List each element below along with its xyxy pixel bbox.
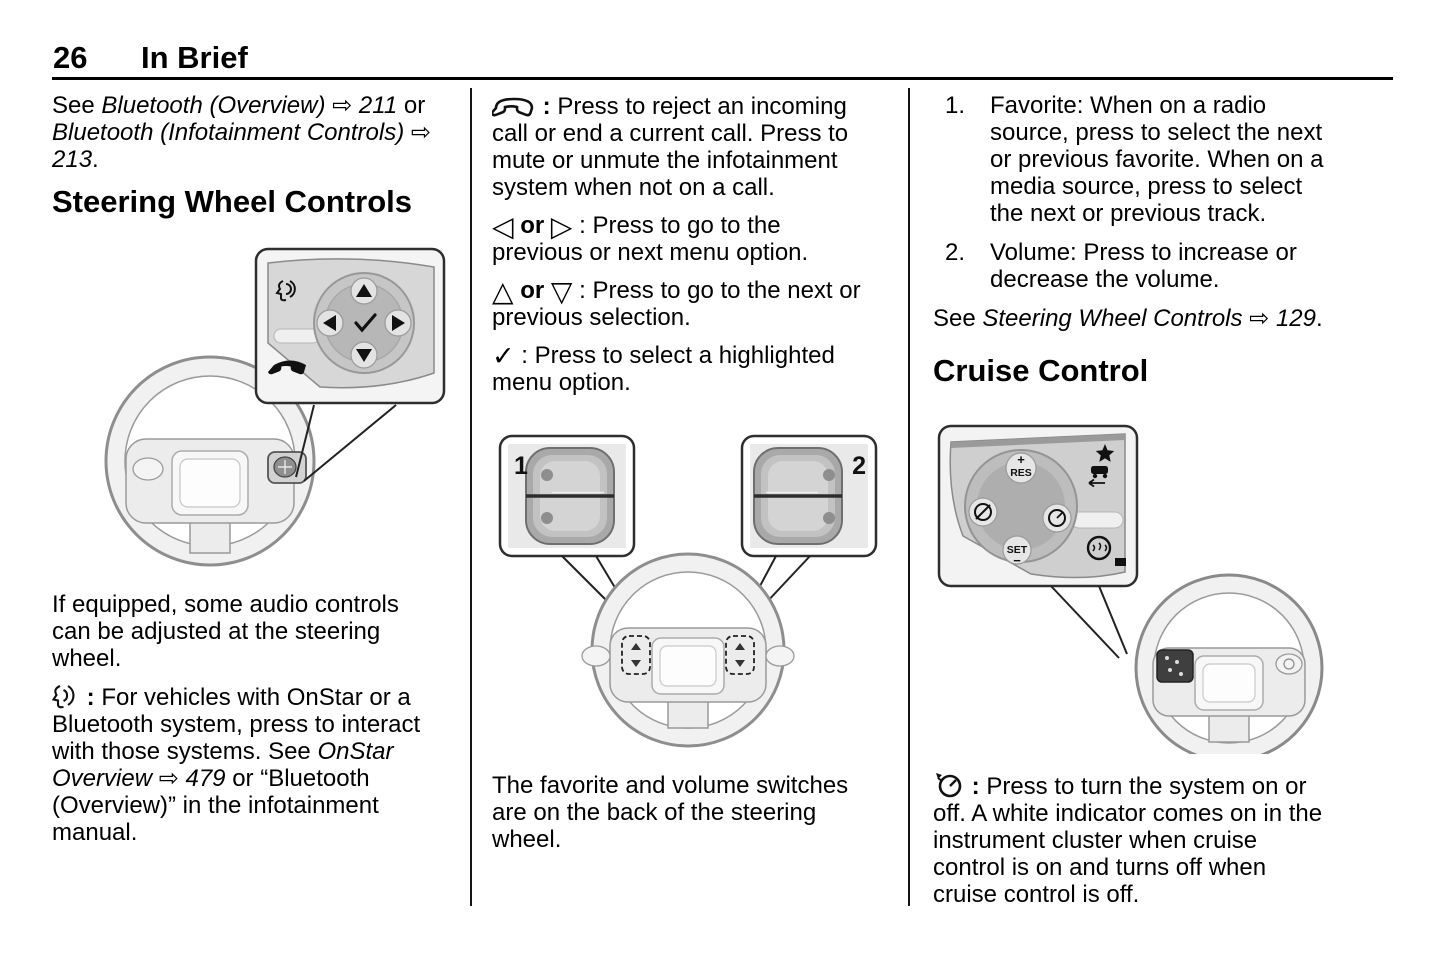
down-arrow-icon: ▽ bbox=[550, 276, 573, 307]
cruise-on-off-icon bbox=[933, 770, 965, 798]
steering-wheel-drawing bbox=[1136, 575, 1322, 754]
list-item bbox=[933, 92, 1330, 227]
end-call-paragraph bbox=[492, 92, 872, 201]
crossref-page-129: 129 bbox=[1275, 305, 1316, 332]
volume-switch-callout bbox=[742, 436, 876, 556]
previous-arrow-icon: ◁ bbox=[492, 211, 514, 242]
see-steering-controls-paragraph bbox=[933, 305, 1330, 332]
crossref-page-211: 211 bbox=[358, 92, 398, 119]
back-switches-figure bbox=[492, 428, 872, 756]
callout-pointer-line bbox=[304, 405, 396, 481]
select-paragraph bbox=[492, 342, 872, 396]
section-title: In Brief bbox=[141, 40, 248, 75]
voice-recognition-paragraph bbox=[52, 683, 442, 846]
favorite-item-text: Favorite: When on a radio source, press to select the next or previous favorite. When on a media source, press to select the next or previous track. bbox=[990, 92, 1324, 227]
next-arrow-icon: ▷ bbox=[550, 211, 573, 242]
volume-item-text: Volume: Press to increase or decrease the volume. bbox=[990, 239, 1297, 293]
resume-label: RES bbox=[1010, 467, 1032, 479]
steering-wheel-controls-heading: Steering Wheel Controls bbox=[52, 184, 412, 219]
crossref-bluetooth-overview: Bluetooth (Overview) bbox=[101, 92, 326, 119]
cruise-control-figure bbox=[933, 424, 1330, 760]
text-run: or bbox=[513, 277, 551, 304]
favorite-switch-callout bbox=[500, 436, 634, 556]
left-column bbox=[52, 92, 442, 857]
controls-callout-box bbox=[256, 249, 444, 403]
text-run: : Press to select a highlighted menu option. bbox=[492, 342, 835, 396]
text-run: or “Bluetooth (Overview)” in the infotainment manual. bbox=[52, 765, 379, 846]
set-minus-label: − bbox=[1013, 553, 1021, 568]
crossref-arrow: ⇨ bbox=[1242, 305, 1276, 332]
cruise-on-off-paragraph bbox=[933, 770, 1330, 908]
resume-plus-label: + bbox=[1017, 452, 1025, 467]
voice-recognition-icon bbox=[52, 683, 80, 709]
prev-next-paragraph bbox=[492, 212, 872, 266]
crossref-onstar-overview: OnStar Overview bbox=[52, 738, 394, 792]
column-divider-right bbox=[908, 88, 910, 906]
crossref-arrow: ⇨ bbox=[404, 119, 431, 146]
text-run: Press to reject an incoming call or end a current call. Press to mute or unmute the infotainment system when not on a call. bbox=[492, 93, 849, 201]
middle-column bbox=[492, 92, 872, 864]
text-run: : bbox=[536, 93, 558, 120]
text-run: See bbox=[933, 305, 983, 332]
callout-number-1: 1 bbox=[514, 452, 528, 480]
up-down-paragraph bbox=[492, 277, 872, 331]
column-divider-left bbox=[470, 88, 472, 906]
cruise-control-pod bbox=[1157, 650, 1193, 682]
indicator-mark bbox=[1115, 558, 1126, 566]
text-run: For vehicles with OnStar or a Bluetooth system, press to interact with those systems. See bbox=[52, 684, 421, 765]
crossref-page-479: 479 bbox=[185, 765, 226, 792]
crossref-steering-wheel-controls: Steering Wheel Controls bbox=[982, 305, 1243, 332]
cruise-control-heading: Cruise Control bbox=[933, 353, 1149, 388]
text-run: : Press to go to the previous or next menu option. bbox=[492, 212, 809, 266]
bluetooth-crossref-paragraph bbox=[52, 92, 442, 173]
callout-number-2: 2 bbox=[852, 452, 866, 480]
back-switches-paragraph: The favorite and volume switches are on the back of the steering wheel. bbox=[492, 772, 849, 853]
back-switches-illustration bbox=[492, 428, 884, 750]
page-number: 26 bbox=[53, 40, 88, 75]
end-call-icon bbox=[492, 92, 536, 118]
crossref-arrow: ⇨ bbox=[325, 92, 359, 119]
crossref-arrow: ⇨ bbox=[152, 765, 186, 792]
crossref-bluetooth-infotainment: Bluetooth (Infotainment Controls) bbox=[52, 119, 405, 146]
text-run: : bbox=[965, 773, 987, 800]
header-rule bbox=[52, 77, 1393, 80]
up-arrow-icon: △ bbox=[492, 276, 514, 307]
callout-pointer-line bbox=[1099, 586, 1127, 654]
steering-wheel-controls-illustration bbox=[52, 243, 450, 577]
callout-pointer-line bbox=[1051, 586, 1119, 658]
set-label: SET bbox=[1006, 544, 1028, 556]
text-run: or bbox=[397, 92, 426, 119]
right-column bbox=[933, 92, 1330, 919]
text-run: or bbox=[513, 212, 551, 239]
steering-wheel-controls-figure bbox=[52, 243, 442, 583]
select-check-icon: ✓ bbox=[492, 341, 515, 371]
cruise-control-illustration bbox=[933, 424, 1335, 754]
text-run: . bbox=[1316, 305, 1323, 332]
text-run: . bbox=[92, 146, 99, 173]
equipped-paragraph: If equipped, some audio controls can be adjusted at the steering wheel. bbox=[52, 591, 399, 672]
list-number: 2. bbox=[945, 239, 966, 266]
text-run: : bbox=[80, 684, 102, 711]
text-run: Press to turn the system on or off. A white indicator comes on in the instrument cluster when cruise control is on and turns off when cruise control is off. bbox=[933, 773, 1323, 908]
list-item bbox=[933, 239, 1330, 293]
text-run: : Press to go to the next or previous selection. bbox=[492, 277, 861, 331]
cruise-controls-callout bbox=[939, 426, 1137, 586]
text-run: See bbox=[52, 92, 102, 119]
list-number: 1. bbox=[945, 92, 966, 119]
crossref-page-213: 213 bbox=[52, 146, 93, 173]
